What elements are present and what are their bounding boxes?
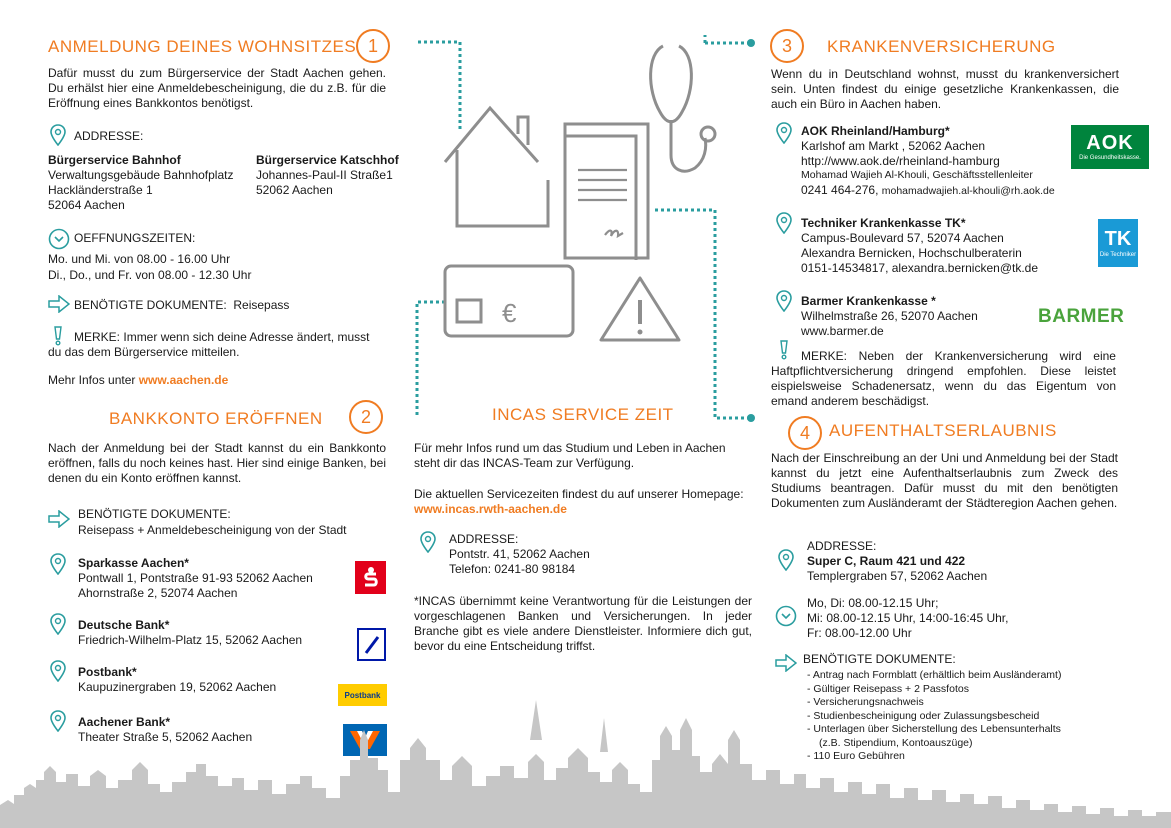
office-line: 52064 Aachen [48,198,125,212]
step-number-2: 2 [349,400,383,434]
more-info [48,373,228,388]
postbank-logo: Postbank [338,684,387,706]
s4-hours [807,596,1008,641]
hours-line-2: Di., Do., und Fr. von 08.00 - 12.30 Uhr [48,268,252,282]
location-pin-icon [778,549,794,571]
location-pin-icon [50,124,66,146]
tk-logo [1098,219,1138,267]
office-bahnhof [48,153,233,213]
address-label: ADDRESSE: [74,129,144,143]
doc-item: - Antrag nach Formblatt (erhältlich beim Ausländeramt) [807,669,1062,681]
doc-item: - Versicherungsnachweis [807,696,924,708]
office-line: Hackländerstraße 1 [48,183,153,197]
location-pin-icon [50,553,66,575]
section1-title: ANMELDUNG DEINES WOHNSITZES [48,37,357,56]
insurer-contact: Mohamad Wajieh Al-Khouli, Geschäftsstellenleiter [801,169,1033,181]
step-number-3: 3 [770,29,804,63]
incas-homepage-text: Die aktuellen Servicezeiten findest du auf unserer Homepage: [414,487,744,501]
city-skyline [0,700,1171,828]
section3-title: KRANKENVERSICHERUNG [827,37,1056,56]
bank-sparkasse [78,556,313,601]
office-katschhof [256,153,399,198]
address-label: ADDRESSE: [449,532,519,546]
section1-intro: Dafür musst du zum Bürgerservice der Stadt Aachen gehen. Du erhälst hier eine Anmeldebescheinigung, die du z.B. für die Eröffnung eines Bankkontos benötigst. [48,66,386,110]
location-pin-icon [776,122,792,144]
section4-title: AUFENTHALTSERLAUBNIS [829,421,1057,440]
incas-intro: Für mehr Infos rund um das Studium und Leben in Aachen steht dir das INCAS-Team zur Verfügung. [414,441,726,470]
office-line: 52062 Aachen [256,183,333,197]
clock-icon [775,605,797,627]
office-line: Johannes-Paul-II Straße1 [256,168,393,182]
docs-label: BENÖTIGTE DOKUMENTE: [78,507,231,521]
docs-label: BENÖTIGTE DOKUMENTE: [803,652,956,666]
address-line: Super C, Raum 421 und 422 [807,554,966,568]
docs-label: BENÖTIGTE DOKUMENTE: [74,298,227,312]
insurer-address: Campus-Boulevard 57, 52074 Aachen [801,231,1004,245]
bank-address: Kaupuzinergraben 19, 52062 Aachen [78,680,277,694]
note-label: MERKE: [74,330,121,344]
address-line: Templergraben 57, 52062 Aachen [807,569,988,583]
note-block [48,330,383,360]
doc-item: - Gültiger Reisepass + 2 Passfotos [807,682,969,695]
bank-address: Theater Straße 5, 52062 Aachen [78,730,253,744]
location-pin-icon [50,660,66,682]
more-info-prefix: Mehr Infos unter [48,373,136,387]
bank-name: Postbank* [78,665,137,679]
note-text: Neben der Krankenversicherung wird eine Haftpflichtversicherung dringend empfohlen. Diese leistet eispielsweise Schadenersatz, wenn du das Eigentum von emand anderem beschädigst. [771,349,1116,408]
insurer-name: Techniker Krankenkasse TK* [801,216,966,230]
bank-name: Aachener Bank* [78,715,171,729]
stethoscope-icon [651,46,715,171]
section2-intro: Nach der Anmeldung bei der Stadt kannst du ein Bankkonto eröffnen, falls du noch keines hast. Hier sind einige Banken, bei denen du ein Konto eröffnen kannst. [48,441,386,485]
doc-item: - 110 Euro Gebühren [807,750,905,762]
aachen-link[interactable]: www.aachen.de [138,373,229,387]
tk-logo-sub: Die Techniker [1099,252,1137,258]
note-label: MERKE: [801,349,848,363]
aok-logo-sub: Die Gesundheitskasse. [1079,155,1141,161]
svg-text:€: € [502,298,517,328]
doc-item: (z.B. Stipendium, Kontoauszüge) [819,736,973,749]
location-pin-icon [420,531,436,553]
hours-line-1: Mo. und Mi. von 08.00 - 16.00 Uhr [48,252,231,266]
bank-address: Ahornstraße 2, 52074 Aachen [78,586,238,600]
arrow-right-icon [775,654,797,672]
incas-link[interactable]: www.incas.rwth-aachen.de [414,502,567,516]
insurer-phone: 0241 464-276, [801,182,879,197]
deutsche-bank-logo [357,628,386,661]
insurer-website: http://www.aok.de/rheinland-hamburg [801,154,1000,168]
doc-item: - Studienbescheinigung oder Zulassungsbescheid [807,709,1040,722]
tk-logo-text: TK [1104,228,1132,250]
incas-homepage [414,487,754,517]
section2-title: BANKKONTO ERÖFFNEN [109,409,323,428]
insurer-aok [801,124,1055,198]
docs-row [74,298,289,313]
insurer-name: Barmer Krankenkasse * [801,294,936,308]
bank-name: Sparkasse Aachen* [78,556,189,570]
bank-deutsche [78,618,302,648]
s4-address [807,539,987,584]
arrow-right-icon [48,510,70,528]
section3-intro: Wenn du in Deutschland wohnst, musst du krankenversichert sein. Unten findest du einige gesetzliche Krankenkassen, die auch ein Büro in Aachen haben. [771,67,1119,111]
aok-logo-text: AOK [1086,132,1134,154]
docs-value: Reisepass + Anmeldebescheinigung von der Stadt [78,523,347,537]
insurer-address: Wilhelmstraße 26, 52070 Aachen [801,309,978,323]
office-line: Verwaltungsgebäude Bahnhofplatz [48,168,234,182]
note-block [771,349,1116,409]
hours-line: Mo, Di: 08.00-12.15 Uhr; [807,596,939,610]
clock-icon [48,228,70,250]
phone-line: Telefon: 0241-80 98184 [449,562,576,576]
step-number-1: 1 [356,29,390,63]
document-icon [565,124,648,260]
hours-line: Fr: 08.00-12.00 Uhr [807,626,912,640]
incas-title: INCAS SERVICE ZEIT [492,405,674,424]
location-pin-icon [776,212,792,234]
insurer-barmer [801,294,978,339]
bank-postbank [78,665,276,695]
doc-item: - Unterlagen über Sicherstellung des Lebensunterhalts [807,723,1061,735]
barmer-logo: BARMER [1038,306,1125,327]
address-line: Pontstr. 41, 52062 Aachen [449,547,590,561]
incas-disclaimer: *INCAS übernimmt keine Verantwortung für die Leistungen der vorgeschlagenen Banken und Versicherungen. In jeder Branche gibt es viele andere Dienstleister. Informiere dich gut, bevor du eine Entscheidung triffst. [414,594,752,653]
aok-logo [1071,125,1149,169]
insurer-tk [801,216,1038,276]
illustration [415,30,755,430]
insurer-email: mohamadwajieh.al-khouli@rh.aok.de [881,184,1055,197]
insurer-phone-email: 0151-14534817, alexandra.bernicken@tk.de [801,261,1039,275]
insurer-address: Karlshof am Markt , 52062 Aachen [801,139,986,153]
sparkasse-logo [355,561,386,594]
location-pin-icon [776,290,792,312]
address-label: ADDRESSE: [807,539,877,553]
insurer-contact: Alexandra Bernicken, Hochschulberaterin [801,246,1022,260]
insurer-website: www.barmer.de [801,324,884,338]
hours-line: Mi: 08.00-12.15 Uhr, 14:00-16:45 Uhr, [807,611,1009,625]
step-number-4: 4 [788,416,822,450]
bank-address: Pontwall 1, Pontstraße 91-93 52062 Aachen [78,571,313,585]
note-text: Immer wenn sich deine Adresse ändert, musst du das dem Bürgerservice mitteilen. [48,330,370,359]
incas-address [449,532,590,577]
hours-label: OEFFNUNGSZEITEN: [74,231,196,245]
arrow-right-icon [48,295,70,313]
office-name: Bürgerservice Bahnhof [48,153,181,167]
location-pin-icon [50,613,66,635]
section4-intro: Nach der Einschreibung an der Uni und Anmeldung bei der Stadt kannst du jetzt eine Aufenthaltserlaubnis zum Zweck des Studiums beantragen. Dafür musst du mit den benötigten Dokumenten zum Ausländeramt der Städteregion Aachen gehen. [771,451,1118,510]
docs-value: Reisepass [233,298,290,312]
insurer-name: AOK Rheinland/Hamburg* [801,124,950,138]
bank-name: Deutsche Bank* [78,618,170,632]
house-icon [445,108,548,226]
bank-address: Friedrich-Wilhelm-Platz 15, 52062 Aachen [78,633,303,647]
office-name: Bürgerservice Katschhof [256,153,399,167]
